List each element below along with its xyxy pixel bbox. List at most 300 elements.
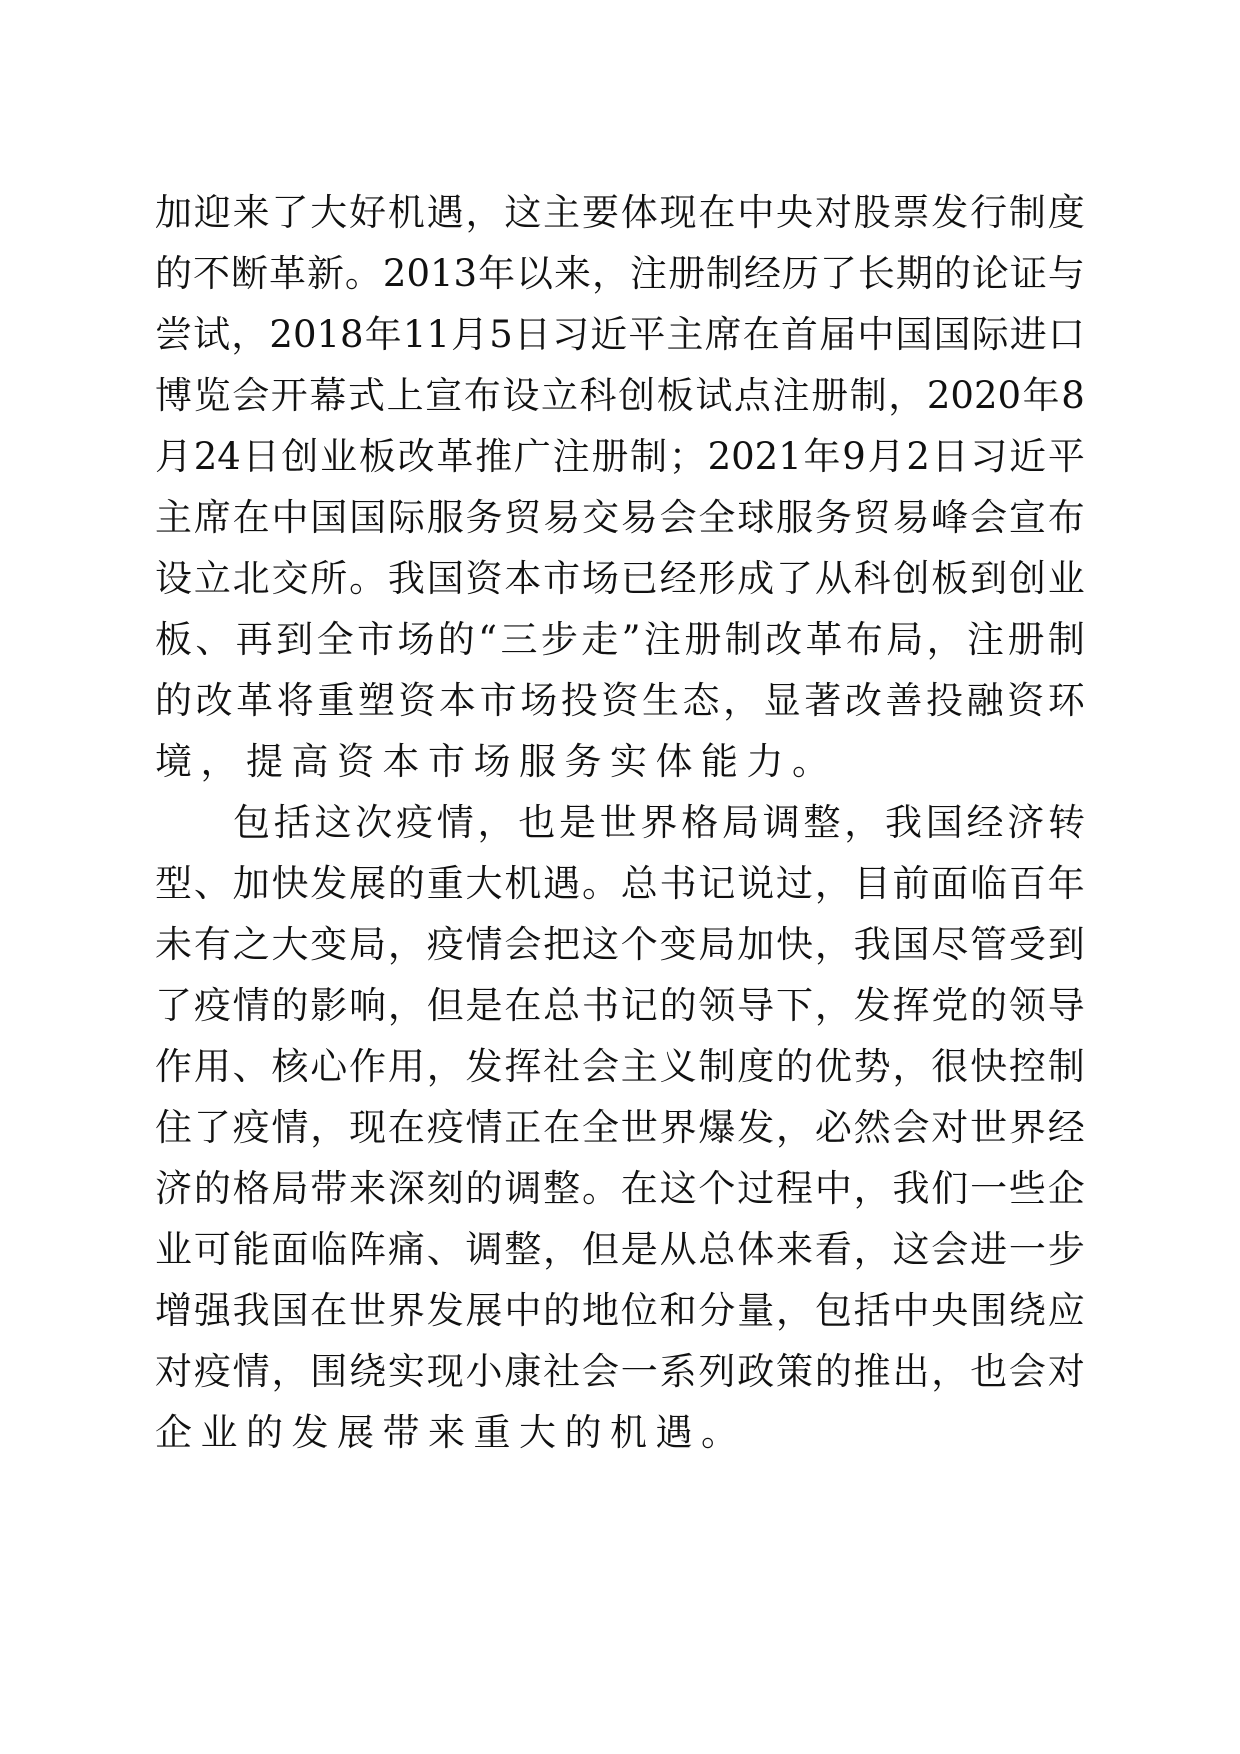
text-glyph: 推 bbox=[853, 1350, 891, 1393]
text-glyph: 是 bbox=[620, 1228, 658, 1271]
text-glyph: 到 bbox=[970, 557, 1008, 600]
text-glyph: 全 bbox=[698, 496, 736, 539]
text-glyph: 央 bbox=[776, 191, 813, 234]
text-glyph: 度 bbox=[1047, 191, 1085, 234]
text-glyph: 是 bbox=[465, 984, 503, 1027]
text-glyph: 看 bbox=[814, 1228, 852, 1271]
text-glyph: 著 bbox=[804, 679, 842, 722]
text-glyph: 领 bbox=[698, 984, 736, 1027]
text-glyph: 布 bbox=[845, 618, 883, 661]
text-glyph: 场 bbox=[397, 618, 435, 661]
text-glyph: 会 bbox=[581, 1045, 619, 1088]
text-glyph: 情 bbox=[271, 1106, 309, 1149]
text-line bbox=[155, 1219, 1085, 1280]
text-glyph: 体 bbox=[737, 1228, 775, 1271]
text-glyph: 股 bbox=[853, 191, 891, 234]
text-glyph: 的 bbox=[970, 984, 1008, 1027]
text-glyph: 遇 bbox=[543, 862, 581, 905]
text-glyph: 来 bbox=[349, 1167, 387, 1210]
text-glyph: 强 bbox=[193, 1289, 231, 1332]
text-glyph: 的 bbox=[933, 252, 971, 295]
text-glyph: 的 bbox=[155, 252, 192, 295]
text-glyph: 形 bbox=[698, 557, 736, 600]
text-glyph: 总 bbox=[543, 984, 581, 1027]
text-glyph: 这 bbox=[892, 1228, 930, 1271]
text-glyph: 博 bbox=[155, 374, 192, 417]
text-glyph: 过 bbox=[776, 862, 813, 905]
text-glyph: 票 bbox=[892, 191, 930, 234]
text-glyph: 下 bbox=[776, 984, 813, 1027]
text-glyph: 些 bbox=[1008, 1167, 1046, 1210]
text-glyph: “ bbox=[478, 618, 498, 661]
text-glyph: 服 bbox=[426, 496, 464, 539]
text-glyph: 务 bbox=[814, 496, 852, 539]
text-glyph: 深 bbox=[387, 1167, 425, 1210]
text-glyph: 绕 bbox=[1008, 1289, 1046, 1332]
text-glyph: 板 bbox=[155, 618, 192, 661]
text-glyph: ， bbox=[931, 1350, 969, 1393]
text-glyph: 书 bbox=[581, 984, 619, 1027]
text-glyph: 大 bbox=[465, 862, 503, 905]
text-glyph: 球 bbox=[737, 496, 775, 539]
text-glyph: 我 bbox=[853, 923, 891, 966]
text-glyph: 塑 bbox=[357, 679, 395, 722]
text-glyph: 围 bbox=[970, 1289, 1008, 1332]
text-glyph: 中 bbox=[857, 313, 895, 356]
text-glyph: 市 bbox=[543, 557, 581, 600]
text-glyph: 注 bbox=[967, 618, 1005, 661]
text-glyph: 机 bbox=[504, 862, 542, 905]
text-glyph: 科 bbox=[579, 374, 617, 417]
text-glyph: 来 bbox=[554, 252, 592, 295]
text-glyph: 党 bbox=[931, 984, 969, 1027]
text-glyph: ， bbox=[387, 984, 425, 1027]
text-glyph: 改 bbox=[844, 679, 882, 722]
text-glyph: ， bbox=[271, 1350, 309, 1393]
text-glyph: 在 bbox=[387, 1106, 425, 1149]
text-glyph: 能 bbox=[232, 1228, 270, 1271]
text-glyph: 改 bbox=[195, 679, 233, 722]
text-glyph: 册 bbox=[591, 435, 629, 478]
text-glyph: 加 bbox=[232, 862, 270, 905]
text-glyph: 投 bbox=[925, 679, 963, 722]
text-glyph: 册 bbox=[811, 374, 849, 417]
text-glyph: 中 bbox=[892, 1289, 930, 1332]
text-glyph: 领 bbox=[1008, 984, 1046, 1027]
text-glyph: 9 bbox=[842, 435, 866, 478]
text-glyph: 局 bbox=[698, 923, 736, 966]
text-glyph: 板 bbox=[656, 374, 694, 417]
text-glyph: 围 bbox=[310, 1350, 348, 1393]
text-glyph: 在 bbox=[543, 1106, 581, 1149]
text-glyph: ； bbox=[668, 435, 706, 478]
text-glyph: 导 bbox=[1047, 984, 1085, 1027]
text-glyph: 册 bbox=[667, 252, 705, 295]
text-glyph: 过 bbox=[737, 1167, 775, 1210]
text-glyph: 、 bbox=[426, 1228, 464, 1271]
text-glyph: 场 bbox=[520, 679, 558, 722]
text-glyph: 遇 bbox=[426, 191, 464, 234]
text-glyph: 日 bbox=[242, 435, 280, 478]
paragraph-1 bbox=[155, 182, 1085, 792]
text-glyph: 们 bbox=[931, 1167, 969, 1210]
text-glyph: 再 bbox=[235, 618, 273, 661]
text-glyph: 世 bbox=[970, 1106, 1008, 1149]
text-glyph: 了 bbox=[819, 252, 857, 295]
text-glyph: 板 bbox=[358, 435, 396, 478]
text-glyph: 机 bbox=[387, 191, 425, 234]
text-glyph: 发 bbox=[310, 862, 348, 905]
text-glyph: 之 bbox=[232, 923, 270, 966]
text-glyph: 点 bbox=[733, 374, 771, 417]
text-glyph: 受 bbox=[1008, 923, 1046, 966]
text-glyph: 经 bbox=[743, 252, 781, 295]
text-glyph: 快 bbox=[271, 862, 309, 905]
text-glyph: 近 bbox=[590, 313, 628, 356]
text-glyph: 设 bbox=[502, 374, 540, 417]
text-glyph: 步 bbox=[1047, 1228, 1085, 1271]
text-glyph: 核 bbox=[271, 1045, 309, 1088]
text-glyph: ， bbox=[853, 1228, 891, 1271]
text-glyph: 革 bbox=[268, 252, 306, 295]
text-glyph: ， bbox=[231, 313, 269, 356]
text-glyph: 。 bbox=[581, 1167, 619, 1210]
text-glyph: 推 bbox=[475, 435, 513, 478]
text-glyph: 我 bbox=[885, 801, 922, 844]
text-glyph: 挥 bbox=[504, 1045, 542, 1088]
text-glyph: ， bbox=[888, 374, 926, 417]
text-glyph: 疫 bbox=[193, 984, 231, 1027]
text-glyph: ， bbox=[310, 1106, 348, 1149]
text-glyph: 8 bbox=[1061, 374, 1085, 417]
text-glyph: 括 bbox=[853, 1289, 891, 1332]
text-glyph: 进 bbox=[970, 1228, 1008, 1271]
text-glyph: 重 bbox=[317, 679, 355, 722]
text-glyph: 个 bbox=[620, 923, 658, 966]
text-glyph: 现 bbox=[659, 191, 697, 234]
text-glyph: 快 bbox=[970, 1045, 1008, 1088]
text-glyph: 5 bbox=[489, 313, 513, 356]
text-glyph: ， bbox=[776, 1289, 813, 1332]
text-glyph: 用 bbox=[387, 1045, 425, 1088]
text-glyph: 情 bbox=[465, 1106, 503, 1149]
text-glyph: 善 bbox=[885, 679, 923, 722]
text-glyph: 很 bbox=[931, 1045, 969, 1088]
text-glyph: 痛 bbox=[387, 1228, 425, 1271]
text-glyph: 的 bbox=[193, 1167, 231, 1210]
text-glyph: 本 bbox=[504, 557, 542, 600]
text-glyph: 有 bbox=[193, 923, 231, 966]
text-glyph: 贸 bbox=[853, 496, 891, 539]
text-glyph: 来 bbox=[232, 191, 270, 234]
text-glyph: 资 bbox=[398, 679, 436, 722]
text-glyph: 际 bbox=[387, 496, 425, 539]
text-glyph: 这 bbox=[314, 801, 352, 844]
text-glyph: ” bbox=[621, 618, 641, 661]
text-glyph: 立 bbox=[193, 557, 231, 600]
text-glyph: 制 bbox=[1008, 191, 1046, 234]
text-glyph: 阵 bbox=[349, 1228, 387, 1271]
text-glyph: ， bbox=[543, 1228, 581, 1271]
text-glyph: 业 bbox=[1047, 557, 1085, 600]
text-glyph: 科 bbox=[853, 557, 891, 600]
text-glyph: 大 bbox=[271, 923, 309, 966]
text-glyph: 济 bbox=[1007, 801, 1045, 844]
text-glyph: 会 bbox=[232, 374, 270, 417]
text-glyph: 月 bbox=[451, 313, 489, 356]
text-glyph: 贸 bbox=[504, 496, 542, 539]
text-glyph: 长 bbox=[857, 252, 895, 295]
text-glyph: ， bbox=[853, 1167, 891, 1210]
text-glyph: 态 bbox=[682, 679, 720, 722]
text-glyph: 个 bbox=[698, 1167, 736, 1210]
text-glyph: ， bbox=[477, 801, 515, 844]
text-glyph: 全 bbox=[316, 618, 354, 661]
text-glyph: 发 bbox=[737, 1106, 775, 1149]
text-glyph: 交 bbox=[271, 557, 309, 600]
text-glyph: 主 bbox=[543, 191, 581, 234]
text-glyph: 。 bbox=[344, 252, 382, 295]
text-glyph: 在 bbox=[232, 496, 270, 539]
text-glyph: 程 bbox=[776, 1167, 813, 1210]
text-glyph: 注 bbox=[630, 252, 667, 295]
text-glyph: 的 bbox=[659, 984, 697, 1027]
text-glyph: ， bbox=[892, 1045, 930, 1088]
text-glyph: 览 bbox=[193, 374, 231, 417]
text-glyph: 尝 bbox=[155, 313, 192, 356]
text-glyph: 界 bbox=[640, 801, 678, 844]
text-glyph: 社 bbox=[543, 1045, 581, 1088]
text-line bbox=[155, 853, 1085, 914]
text-glyph: 情 bbox=[436, 801, 474, 844]
text-glyph: 响 bbox=[349, 984, 387, 1027]
text-glyph: ， bbox=[592, 252, 630, 295]
text-glyph: 年 bbox=[1022, 374, 1060, 417]
text-glyph: 发 bbox=[426, 1289, 464, 1332]
text-glyph: 展 bbox=[465, 1289, 503, 1332]
text-glyph: ， bbox=[926, 618, 964, 661]
text-glyph: 、 bbox=[193, 862, 231, 905]
text-glyph: 年 bbox=[1047, 862, 1085, 905]
text-glyph: 未 bbox=[155, 923, 192, 966]
text-glyph: 从 bbox=[659, 1228, 697, 1271]
text-glyph: 经 bbox=[1047, 1106, 1085, 1149]
text-glyph: 日 bbox=[513, 313, 551, 356]
text-glyph: 2013 bbox=[382, 252, 478, 295]
text-glyph: 这 bbox=[581, 923, 619, 966]
text-glyph: 行 bbox=[970, 191, 1008, 234]
text-glyph: 包 bbox=[814, 1289, 852, 1332]
text-glyph: 上 bbox=[386, 374, 424, 417]
text-glyph: 中 bbox=[271, 496, 309, 539]
text-glyph: 席 bbox=[193, 496, 231, 539]
text-glyph: ， bbox=[844, 801, 882, 844]
text-glyph: 导 bbox=[737, 984, 775, 1027]
text-glyph: 注 bbox=[643, 618, 681, 661]
text-glyph: 对 bbox=[931, 1106, 969, 1149]
text-glyph: 试 bbox=[193, 313, 231, 356]
text-glyph: 板 bbox=[931, 557, 969, 600]
text-glyph: 创 bbox=[618, 374, 656, 417]
text-glyph: 管 bbox=[970, 923, 1008, 966]
text-glyph: 期 bbox=[895, 252, 933, 295]
text-glyph: 显 bbox=[763, 679, 801, 722]
text-glyph: 创 bbox=[892, 557, 930, 600]
text-glyph: 易 bbox=[620, 496, 658, 539]
text-glyph: 疫 bbox=[193, 1350, 231, 1393]
text-glyph: 发 bbox=[853, 984, 891, 1027]
text-glyph: 月 bbox=[155, 435, 192, 478]
text-glyph: 席 bbox=[704, 313, 742, 356]
text-glyph: 优 bbox=[814, 1045, 852, 1088]
text-line bbox=[155, 548, 1085, 609]
text-line bbox=[155, 609, 1085, 670]
text-glyph: 临 bbox=[310, 1228, 348, 1271]
text-line bbox=[155, 304, 1085, 365]
text-glyph: 对 bbox=[1047, 1350, 1085, 1393]
text-glyph: 步 bbox=[540, 618, 578, 661]
text-line bbox=[155, 487, 1085, 548]
text-glyph: 会 bbox=[659, 496, 697, 539]
text-glyph: 重 bbox=[426, 862, 464, 905]
text-glyph: 国 bbox=[933, 313, 971, 356]
text-line bbox=[155, 243, 1085, 304]
text-glyph: 目 bbox=[853, 862, 891, 905]
text-glyph: 大 bbox=[310, 191, 348, 234]
text-line bbox=[155, 365, 1085, 426]
text-glyph: 试 bbox=[695, 374, 733, 417]
text-glyph: 11 bbox=[402, 313, 450, 356]
text-glyph: 国 bbox=[310, 496, 348, 539]
text-line bbox=[155, 975, 1085, 1036]
text-glyph: 设 bbox=[155, 557, 192, 600]
text-glyph: 创 bbox=[281, 435, 319, 478]
text-glyph: 了 bbox=[271, 191, 309, 234]
text-glyph: 会 bbox=[1008, 1350, 1046, 1393]
text-glyph: 了 bbox=[155, 984, 192, 1027]
text-glyph: 中 bbox=[737, 191, 775, 234]
text-glyph: 但 bbox=[426, 984, 464, 1027]
text-glyph: 际 bbox=[971, 313, 1009, 356]
text-glyph: 会 bbox=[504, 923, 542, 966]
text-glyph: 世 bbox=[349, 1289, 387, 1332]
text-glyph: 国 bbox=[271, 1289, 309, 1332]
text-glyph: 的 bbox=[776, 1045, 813, 1088]
text-glyph: 主 bbox=[666, 313, 704, 356]
text-glyph: 住 bbox=[155, 1106, 192, 1149]
text-glyph: 经 bbox=[659, 557, 697, 600]
text-glyph: 制 bbox=[705, 252, 743, 295]
text-glyph: 开 bbox=[270, 374, 308, 417]
text-glyph: 布 bbox=[463, 374, 501, 417]
text-glyph: 革 bbox=[236, 679, 274, 722]
text-glyph: 习 bbox=[552, 313, 590, 356]
text-glyph: 场 bbox=[581, 557, 619, 600]
text-glyph: 宣 bbox=[1008, 496, 1046, 539]
text-glyph: 出 bbox=[892, 1350, 930, 1393]
text-glyph: 了 bbox=[193, 1106, 231, 1149]
text-glyph: 要 bbox=[581, 191, 619, 234]
text-glyph: 与 bbox=[1047, 252, 1085, 295]
text-glyph: 转 bbox=[1048, 801, 1085, 844]
document-body bbox=[155, 182, 1085, 1463]
text-glyph: 创 bbox=[1008, 557, 1046, 600]
text-glyph: 的 bbox=[437, 618, 475, 661]
text-glyph: 挥 bbox=[892, 984, 930, 1027]
text-glyph: 的 bbox=[543, 1289, 581, 1332]
text-glyph: 型 bbox=[155, 862, 192, 905]
text-glyph: 了 bbox=[776, 557, 813, 600]
text-glyph: 在 bbox=[698, 191, 736, 234]
text-glyph: 成 bbox=[737, 557, 775, 600]
text-glyph: 总 bbox=[620, 862, 658, 905]
text-glyph: 北 bbox=[232, 557, 270, 600]
text-glyph: 经 bbox=[966, 801, 1004, 844]
text-glyph: 首 bbox=[780, 313, 818, 356]
text-glyph: 对 bbox=[155, 1350, 192, 1393]
text-glyph: 应 bbox=[1047, 1289, 1085, 1332]
text-line bbox=[155, 1341, 1085, 1402]
text-glyph: 已 bbox=[620, 557, 658, 600]
text-glyph: ， bbox=[723, 679, 761, 722]
text-glyph: 爆 bbox=[698, 1106, 736, 1149]
text-glyph: 三 bbox=[500, 618, 538, 661]
text-glyph: ， bbox=[776, 1106, 813, 1149]
text-glyph: 这 bbox=[504, 191, 542, 234]
text-glyph: 快 bbox=[776, 923, 813, 966]
text-glyph: 列 bbox=[698, 1350, 736, 1393]
text-glyph: 系 bbox=[659, 1350, 697, 1393]
text-glyph: 作 bbox=[349, 1045, 387, 1088]
text-glyph: 的 bbox=[465, 1167, 503, 1210]
text-line: 境，提高资本市场服务实体能力。 bbox=[155, 740, 838, 783]
text-glyph: 峰 bbox=[931, 496, 969, 539]
text-line bbox=[155, 792, 1085, 853]
text-glyph: 控 bbox=[1008, 1045, 1046, 1088]
text-glyph: 业 bbox=[155, 1228, 192, 1271]
text-glyph: 刻 bbox=[426, 1167, 464, 1210]
text-glyph: 疫 bbox=[426, 1106, 464, 1149]
text-glyph: 制 bbox=[849, 374, 887, 417]
text-glyph: 情 bbox=[232, 1350, 270, 1393]
text-glyph: 一 bbox=[1008, 1228, 1046, 1271]
text-glyph: 发 bbox=[465, 1045, 503, 1088]
text-glyph: 主 bbox=[620, 1045, 658, 1088]
text-glyph: 作 bbox=[155, 1045, 192, 1088]
text-line bbox=[155, 1280, 1085, 1341]
text-glyph: 式 bbox=[347, 374, 385, 417]
text-glyph: 主 bbox=[155, 496, 192, 539]
text-glyph: 面 bbox=[271, 1228, 309, 1271]
text-glyph: 近 bbox=[1009, 435, 1047, 478]
text-glyph: 全 bbox=[581, 1106, 619, 1149]
text-glyph: 也 bbox=[518, 801, 556, 844]
text-glyph: 绕 bbox=[349, 1350, 387, 1393]
text-glyph: 在 bbox=[620, 1167, 658, 1210]
text-glyph: 到 bbox=[276, 618, 314, 661]
text-glyph: 幕 bbox=[309, 374, 347, 417]
text-glyph: ， bbox=[465, 191, 503, 234]
text-line: 企业的发展带来重大的机遇。 bbox=[155, 1411, 747, 1454]
text-glyph: 好 bbox=[349, 191, 387, 234]
text-glyph: 届 bbox=[819, 313, 857, 356]
text-glyph: 服 bbox=[776, 496, 813, 539]
text-glyph: 括 bbox=[273, 801, 311, 844]
text-glyph: 论 bbox=[971, 252, 1009, 295]
text-glyph: 中 bbox=[814, 1167, 852, 1210]
text-glyph: 的 bbox=[155, 679, 192, 722]
text-glyph: 宣 bbox=[425, 374, 463, 417]
